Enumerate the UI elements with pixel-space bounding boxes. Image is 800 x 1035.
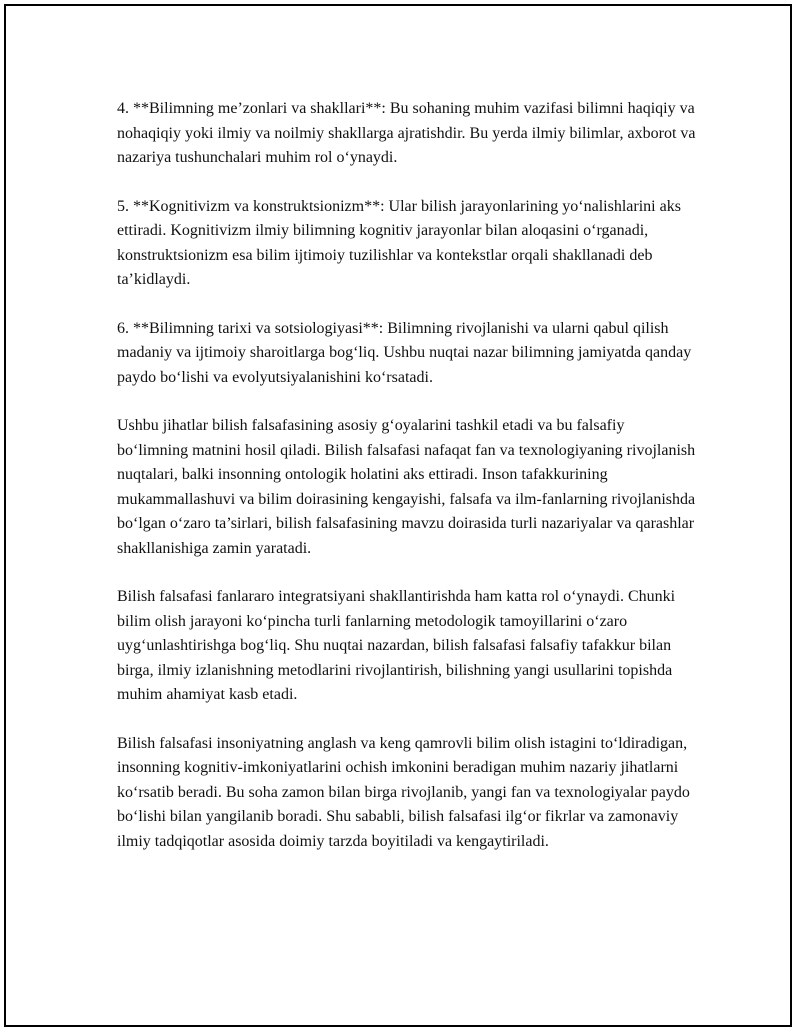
paragraph-history-sociology: 6. **Bilimning tarixi va sotsiologiyasi**: Bilimning rivojlanishi va ularni qabul qilish madaniy va ijtimoiy sharoitlarga bog‘liq. Ushbu nuqtai nazar bilimning jamiyatda qanday paydo bo‘lishi va evolyutsiyalanishini ko‘rsatadi. [117, 319, 692, 386]
paragraph-cognitivism-constructionism: 5. **Kognitivizm va konstruktsionizm**: Ular bilish jarayonlarining yo‘nalishlarini aks ettiradi. Kognitivizm ilmiy bilimning kognitiv jarayonlar bilan aloqasini o‘rganadi, konstruktsionizm esa bilim ijtimoiy tuzilishlar va kontekstlar orqali shakllanadi deb ta’kidlaydi. [117, 197, 681, 288]
paragraph-interdisciplinary: Bilish falsafasi fanlararo integratsiyani shakllantirishda ham katta rol o‘ynaydi. Chunki bilim olish jarayoni ko‘pincha turli fanlarning metodologik tamoyillarini o‘zaro uyg‘unlashtirishga bog‘liq. Shu nuqtai nazardan, bilish falsafasi falsafiy tafakkur bilan birga, ilmiy izlanishning metodlarini rivojlantirish, bilishning yangi usullarini topishda muhim ahamiyat kasb etadi. [117, 588, 676, 703]
paragraph-criteria-forms: 4. **Bilimning me’zonlari va shakllari**: Bu sohaning muhim vazifasi bilimni haqiqiy va nohaqiqiy yoki ilmiy va noilmiy shakllarga ajratishdir. Bu yerda ilmiy bilimlar, axborot va nazariya tushunchalari muhim rol o‘ynaydi. [117, 100, 696, 166]
paragraph-main-ideas: Ushbu jihatlar bilish falsafasining asosiy g‘oyalarini tashkil etadi va bu falsafiy bo‘limning matnini hosil qiladi. Bilish falsafasi nafaqat fan va texnologiyaning rivojlanish nuqtalari, balki insonning ontologik holatini aks ettiradi. Inson tafakkurining mukammallashuvi va bilim doirasining kengayishi, falsafa va ilm-fanlarning rivojlanishda bo‘lgan o‘zaro ta’sirlari, bilish falsafasining mavzu doirasida turli nazariyalar va qarashlar shakllanishiga zamin yaratadi. [117, 417, 696, 557]
paragraph-conclusion: Bilish falsafasi insoniyatning anglash va keng qamrovli bilim olish istagini to‘ldiradigan, insonning kognitiv-imkoniyatlarini ochish imkonini beradigan muhim nazariy jihatlarni ko‘rsatib beradi. Bu soha zamon bilan birga rivojlanib, yangi fan va texnologiyalar paydo bo‘lishi bilan yangilanib boradi. Shu sababli, bilish falsafasi ilg‘or fikrlar va zamonaviy ilmiy tadqiqotlar asosida doimiy tarzda boyitiladi va kengaytiriladi. [117, 734, 690, 850]
document-body [117, 97, 697, 878]
